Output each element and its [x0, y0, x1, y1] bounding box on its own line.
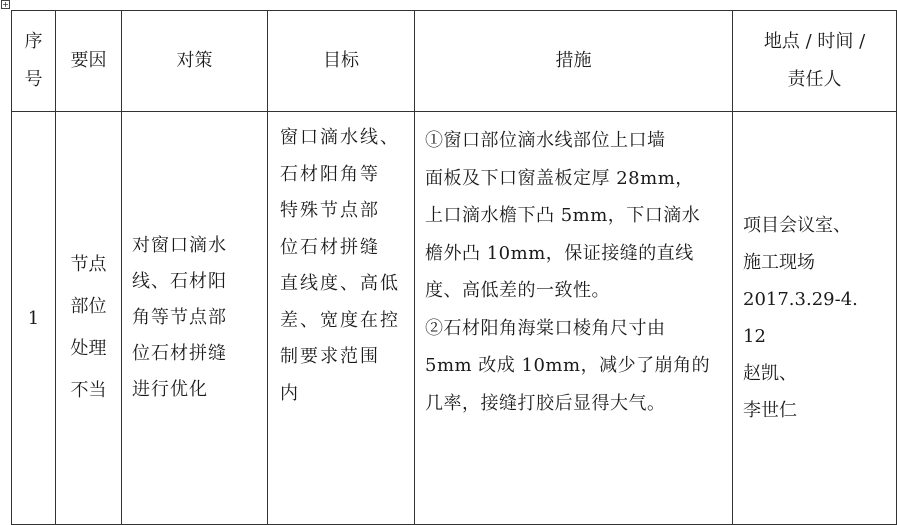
row-measures [415, 112, 733, 525]
target-line: 特殊节点部 [280, 200, 380, 221]
factor-line: 部位 [70, 296, 107, 317]
location-line: 12 [743, 326, 766, 347]
table-move-handle-icon[interactable]: + [2, 0, 9, 9]
location-line: 李世仁 [743, 400, 797, 421]
header-row [12, 11, 897, 112]
factor-line: 处理 [70, 338, 107, 359]
measure-line: 上口滴水檐下凸 5mm，下口滴水 [425, 205, 701, 226]
countermeasure-line: 进行优化 [132, 379, 208, 400]
countermeasure-line: 线、石材阳 [132, 271, 227, 292]
target-line: 差、宽度在控 [280, 309, 400, 331]
countermeasure-line: 位石材拼缝 [132, 343, 227, 364]
header-location [733, 11, 897, 112]
measure-line: ②石材阳角海棠口棱角尺寸由 [425, 317, 666, 339]
measure-line: 度、高低差的一致性。 [425, 280, 610, 301]
header-target: 目标 [268, 11, 415, 112]
header-countermeasure: 对策 [122, 11, 268, 112]
measure-line: 几率，接缝打胶后显得大气。 [425, 392, 666, 414]
row-countermeasure [122, 112, 268, 525]
location-line: 赵凯、 [743, 363, 797, 384]
row-location [733, 112, 897, 525]
header-measures: 措施 [415, 11, 733, 112]
location-line: 项目会议室、 [743, 215, 851, 236]
factor-line: 不当 [70, 380, 107, 401]
target-line: 直线度、高低 [280, 273, 400, 294]
header-no-line2: 号 [24, 69, 43, 90]
factor-line: 节点 [70, 254, 107, 275]
header-location-line1: 地点 / 时间 / [763, 31, 866, 52]
target-line: 内 [280, 382, 300, 404]
header-factor: 要因 [56, 11, 122, 112]
location-line: 2017.3.29-4. [743, 289, 858, 310]
countermeasure-line: 角等节点部 [132, 307, 227, 328]
measure-line: 5mm 改成 10mm，减少了崩角的 [425, 355, 711, 376]
row-target [268, 112, 415, 525]
location-line: 施工现场 [743, 252, 815, 273]
table-row [12, 112, 897, 525]
target-line: 位石材拼缝 [280, 236, 380, 258]
target-line: 制要求范围 [280, 346, 380, 367]
header-location-line2: 责任人 [787, 69, 842, 90]
row-factor [56, 112, 122, 525]
header-no-line1: 序 [24, 31, 43, 52]
countermeasure-line: 对窗口滴水 [132, 235, 227, 256]
header-no [12, 11, 56, 112]
target-line: 石材阳角等 [280, 163, 380, 185]
countermeasure-table [11, 10, 897, 525]
row-no: 1 [12, 112, 56, 525]
measure-line: ①窗口部位滴水线部位上口墙 [425, 130, 666, 151]
target-line: 窗口滴水线、 [280, 127, 400, 148]
measure-line: 面板及下口窗盖板定厚 28mm， [425, 167, 694, 189]
measure-line: 檐外凸 10mm，保证接缝的直线 [425, 242, 694, 264]
